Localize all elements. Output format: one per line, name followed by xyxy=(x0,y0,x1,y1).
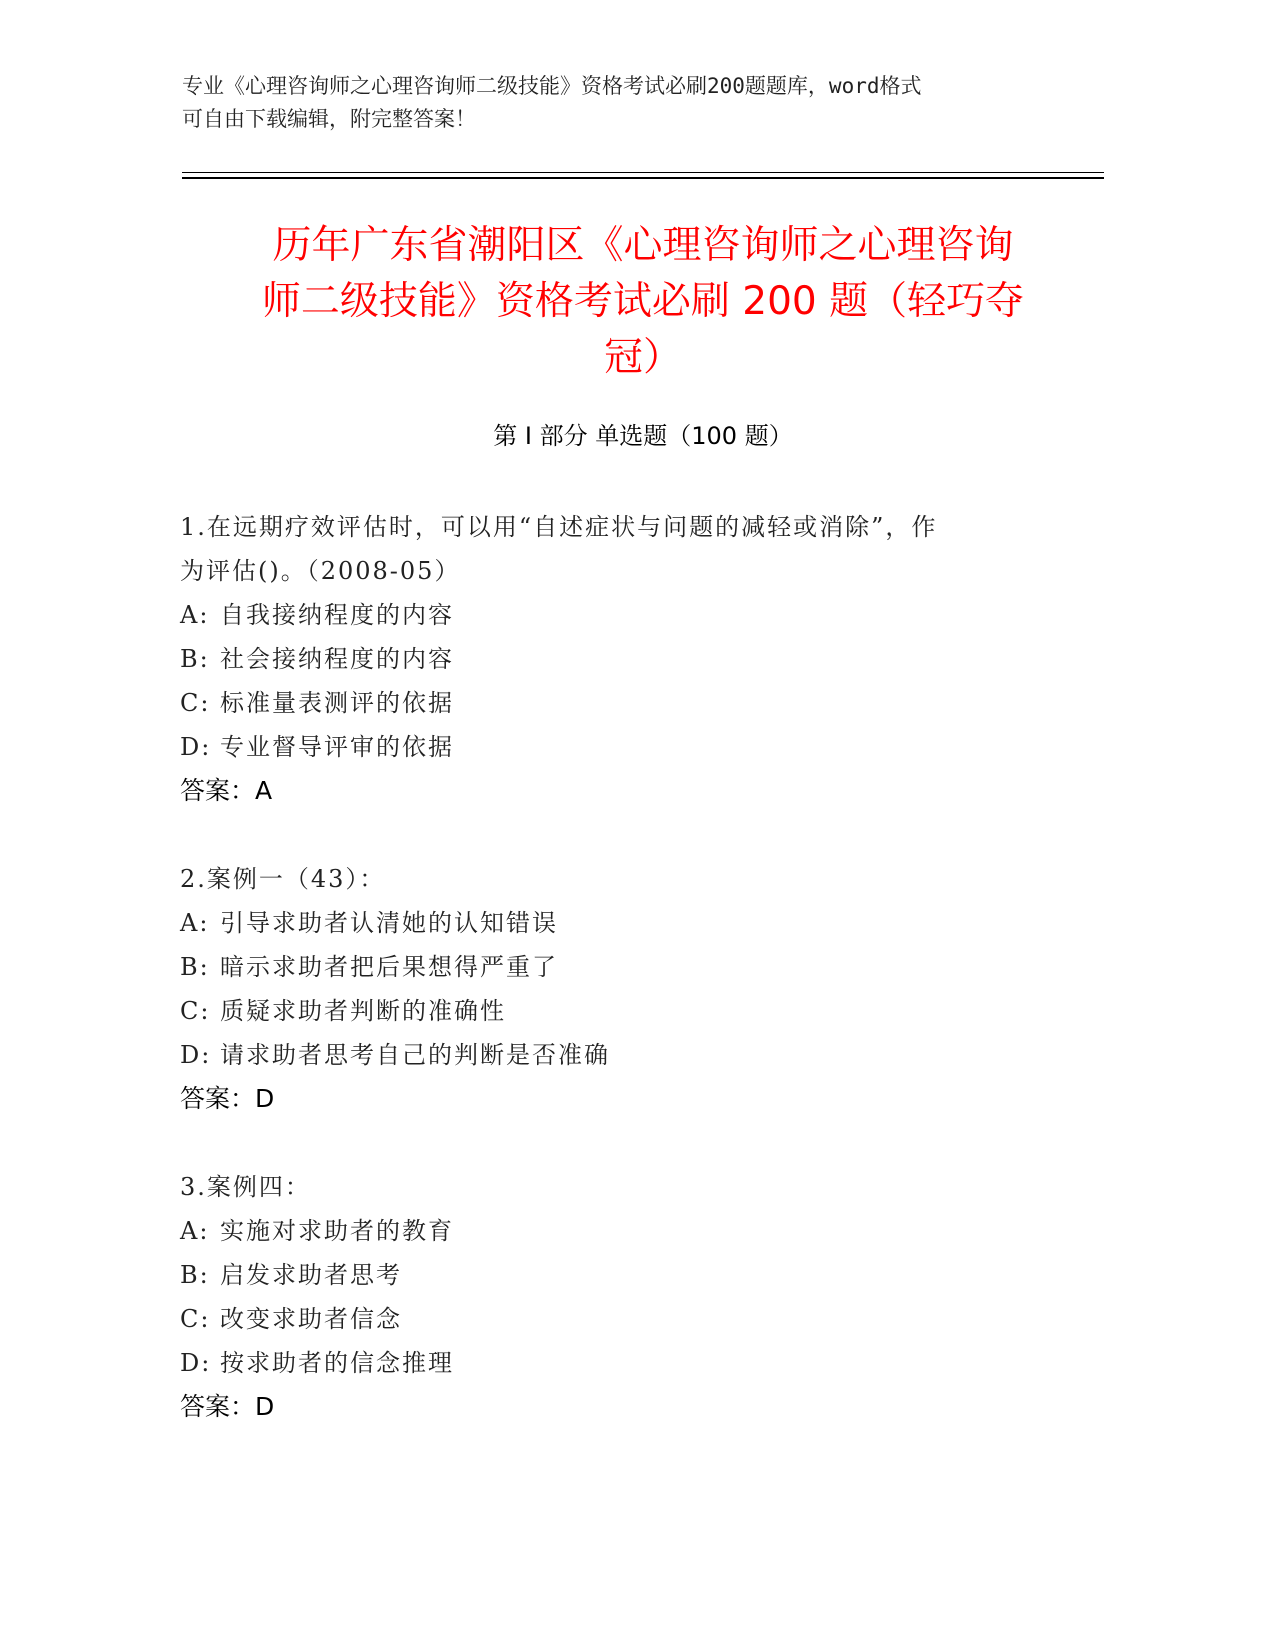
option-text: 社会接纳程度的内容 xyxy=(220,645,454,673)
question-item xyxy=(180,505,1040,813)
title-line: 历年广东省潮阳区《心理咨询师之心理咨询 xyxy=(272,223,1014,268)
option-text: 质疑求助者判断的准确性 xyxy=(220,997,506,1025)
title-line: 冠） xyxy=(603,335,682,380)
option-key: B: xyxy=(180,645,210,673)
answer-label: 答案：A xyxy=(180,776,273,805)
option-text: 标准量表测评的依据 xyxy=(220,689,454,717)
option-a xyxy=(180,1209,1040,1253)
option-key: D: xyxy=(180,1041,212,1069)
option-text: 实施对求助者的教育 xyxy=(220,1217,454,1245)
question-list xyxy=(180,505,1040,1473)
option-text: 改变求助者信念 xyxy=(220,1305,402,1333)
option-a xyxy=(180,901,1040,945)
header-divider-thick xyxy=(182,177,1104,179)
option-key: A: xyxy=(180,601,210,629)
answer-label: 答案：D xyxy=(180,1392,275,1421)
option-b xyxy=(180,1253,1040,1297)
option-key: B: xyxy=(180,1261,210,1289)
option-text: 自我接纳程度的内容 xyxy=(220,601,454,629)
document-title xyxy=(182,218,1104,386)
option-key: C: xyxy=(180,1305,211,1333)
option-text: 引导求助者认清她的认知错误 xyxy=(220,909,558,937)
title-line: 师二级技能》资格考试必刷 200 题（轻巧夺 xyxy=(261,279,1025,324)
question-stem: 2.案例一（43）： xyxy=(180,865,386,893)
header-note-line: 可自由下载编辑，附完整答案！ xyxy=(182,107,476,131)
option-key: A: xyxy=(180,1217,210,1245)
option-d xyxy=(180,725,1040,769)
question-item xyxy=(180,857,1040,1121)
option-text: 请求助者思考自己的判断是否准确 xyxy=(220,1041,610,1069)
option-c xyxy=(180,1297,1040,1341)
option-b xyxy=(180,637,1040,681)
option-key: C: xyxy=(180,689,211,717)
answer-label: 答案：D xyxy=(180,1084,275,1113)
question-stem: 为评估()。（2008-05） xyxy=(180,557,461,585)
option-b xyxy=(180,945,1040,989)
option-d xyxy=(180,1341,1040,1385)
option-a xyxy=(180,593,1040,637)
header-divider-thin xyxy=(182,172,1104,173)
option-c xyxy=(180,989,1040,1033)
section-title: 第 I 部分 单选题（100 题） xyxy=(493,422,793,450)
option-key: D: xyxy=(180,1349,212,1377)
option-key: A: xyxy=(180,909,210,937)
option-text: 启发求助者思考 xyxy=(220,1261,402,1289)
option-key: B: xyxy=(180,953,210,981)
option-c xyxy=(180,681,1040,725)
header-note-line: 专业《心理咨询师之心理咨询师二级技能》资格考试必刷200题题库，word格式 xyxy=(182,74,922,98)
question-item xyxy=(180,1165,1040,1429)
header-note xyxy=(182,70,1042,136)
question-stem: 1.在远期疗效评估时，可以用“自述症状与问题的减轻或消除”，作 xyxy=(180,513,938,541)
option-text: 专业督导评审的依据 xyxy=(220,733,454,761)
question-stem: 3.案例四： xyxy=(180,1173,311,1201)
option-d xyxy=(180,1033,1040,1077)
option-text: 暗示求助者把后果想得严重了 xyxy=(220,953,558,981)
option-key: D: xyxy=(180,733,212,761)
option-key: C: xyxy=(180,997,211,1025)
option-text: 按求助者的信念推理 xyxy=(220,1349,454,1377)
